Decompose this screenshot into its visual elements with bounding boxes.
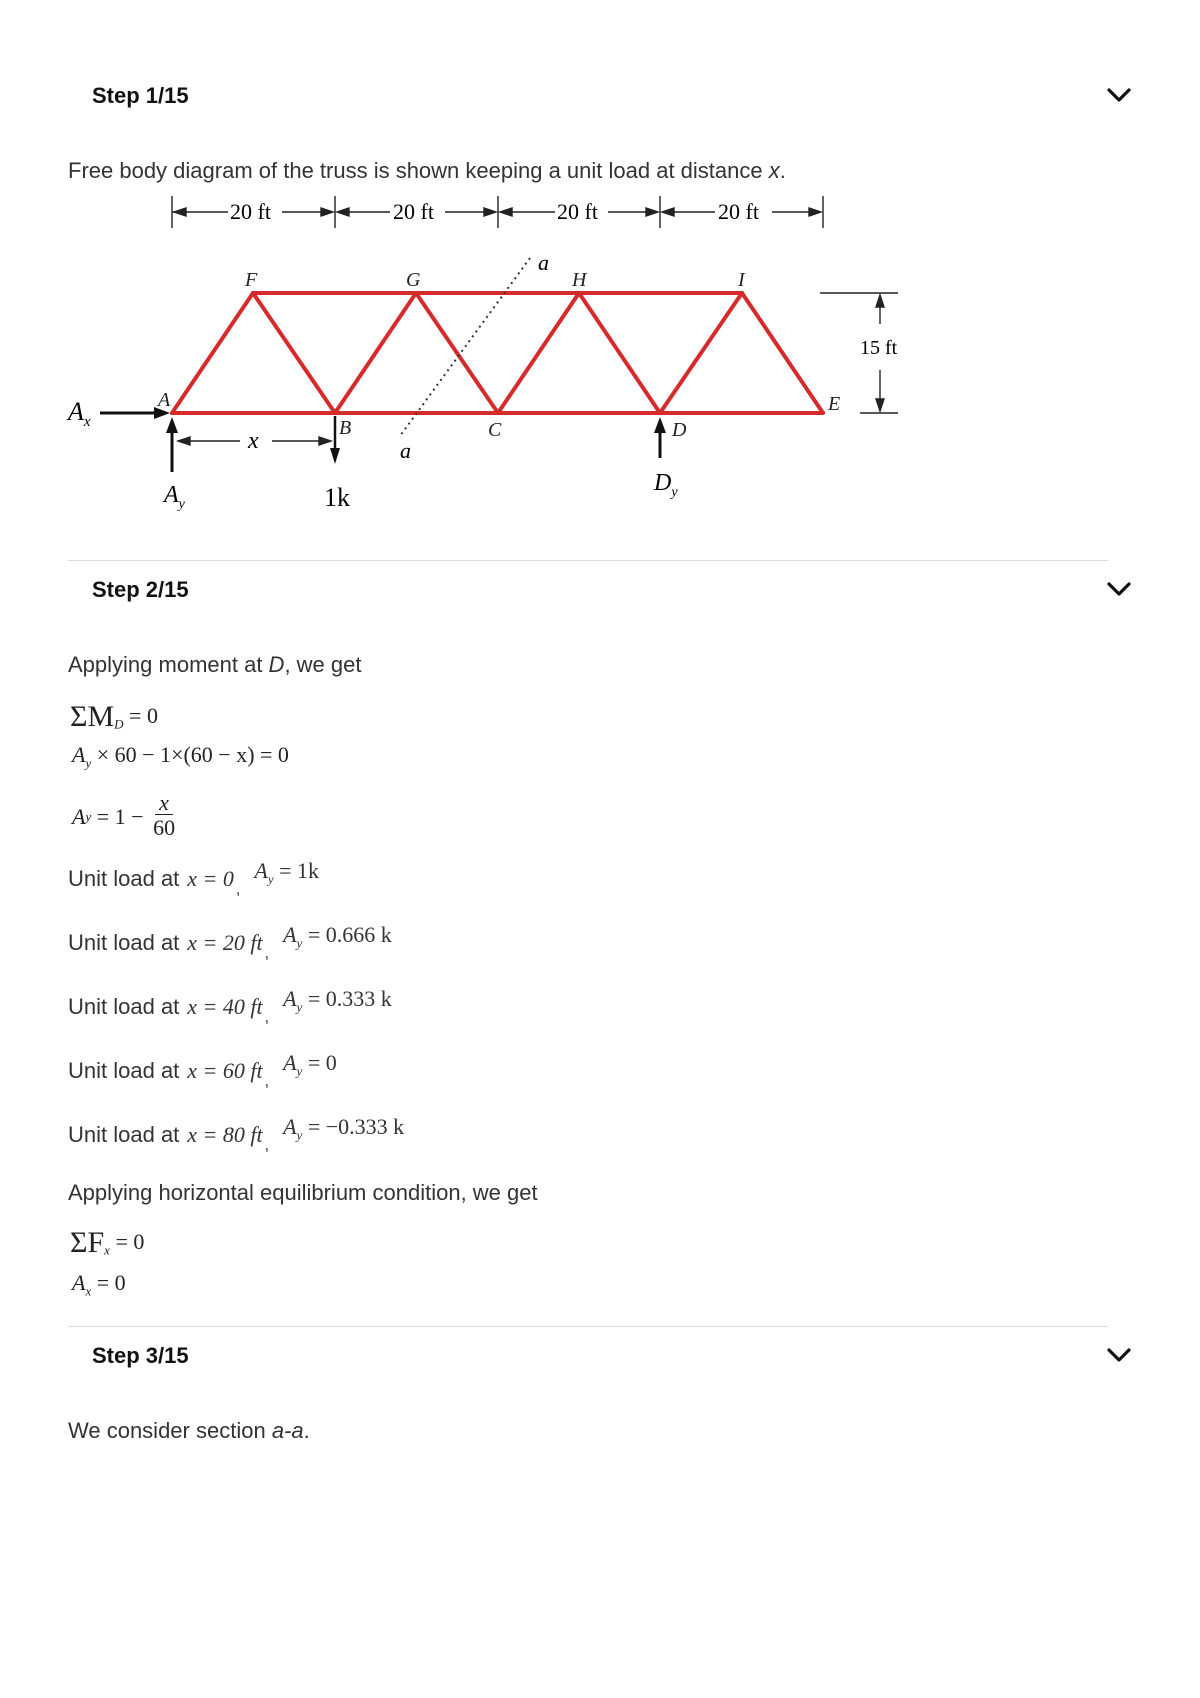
ay-label: $A_y$: [164, 482, 185, 512]
load-arrowhead: [330, 448, 340, 464]
horizontal-equilibrium-text: Applying horizontal equilibrium condition, we get: [68, 1180, 538, 1205]
step-1-title: Step 1/15: [92, 83, 189, 108]
unit-load-row-3: Unit load at x = 40 ft $_,A_y = 0.333$ k: [68, 986, 392, 1026]
node-label-c: C: [488, 419, 502, 441]
step-3-header[interactable]: [92, 1336, 1132, 1376]
span-label-3: 20 ft: [557, 199, 598, 224]
node-label-g: G: [406, 269, 421, 291]
step-3-title: Step 3/15: [92, 1343, 189, 1368]
ax-label: $A_x$: [68, 397, 91, 430]
ay-arrowhead: [166, 417, 178, 433]
chevron-down-icon[interactable]: [1106, 578, 1132, 600]
node-label-f: F: [245, 269, 258, 291]
truss-diagram: [60, 196, 920, 526]
node-label-d: D: [672, 419, 687, 441]
force-equation-2: $A_x = 0$: [72, 1270, 126, 1299]
moment-equation-1: $\Sigma M_D = 0$: [70, 700, 158, 733]
moment-equation-2: $A_y \times 60 - 1\times(60 - x) = 0$: [72, 742, 289, 771]
force-equation-1: $\Sigma F_x = 0$: [70, 1226, 145, 1259]
step-3-description: We consider section a-a.: [68, 1418, 310, 1443]
span-label-4: 20 ft: [718, 199, 759, 224]
span-label-2: 20 ft: [393, 199, 434, 224]
node-label-h: H: [572, 269, 587, 291]
span-label-1: 20 ft: [230, 199, 271, 224]
load-label: 1k: [324, 483, 350, 512]
x-label: x: [248, 428, 259, 454]
node-label-e: E: [828, 393, 841, 415]
node-label-a: A: [158, 389, 171, 411]
step-2-header[interactable]: [92, 570, 1132, 610]
node-label-i: I: [738, 269, 745, 291]
unit-load-row-4: Unit load at x = 60 ft $_,A_y = 0$: [68, 1050, 337, 1090]
divider-2: [68, 1326, 1108, 1327]
dy-arrowhead: [654, 417, 666, 433]
section-label-top: a: [538, 250, 549, 275]
height-label: 15 ft: [860, 337, 898, 359]
dy-label: $D_y$: [654, 470, 678, 500]
divider-1: [68, 560, 1108, 561]
unit-load-row-5: Unit load at x = 80 ft $_,A_y = -0.333$ k: [68, 1114, 405, 1154]
step-2-intro: Applying moment at D, we get: [68, 652, 362, 677]
fraction: $\frac{x}{60}$: [153, 790, 176, 840]
step-2-title: Step 2/15: [92, 577, 189, 602]
unit-load-row-2: Unit load at x = 20 ft $_,A_y = 0.666$ k: [68, 922, 392, 962]
truss-members: [172, 293, 823, 413]
node-label-b: B: [339, 417, 352, 439]
step-1-header[interactable]: [92, 76, 1132, 116]
chevron-down-icon[interactable]: [1106, 1344, 1132, 1366]
moment-equation-3: A y = 1 − $\frac{x}{60}$: [72, 790, 176, 840]
step-1-description: Free body diagram of the truss is shown keeping a unit load at distance x.: [68, 158, 786, 183]
chevron-down-icon[interactable]: [1106, 84, 1132, 106]
section-label-bottom: a: [400, 438, 411, 463]
unit-load-row-1: Unit load at x = 0 $_,A_y = 1k$: [68, 858, 320, 898]
